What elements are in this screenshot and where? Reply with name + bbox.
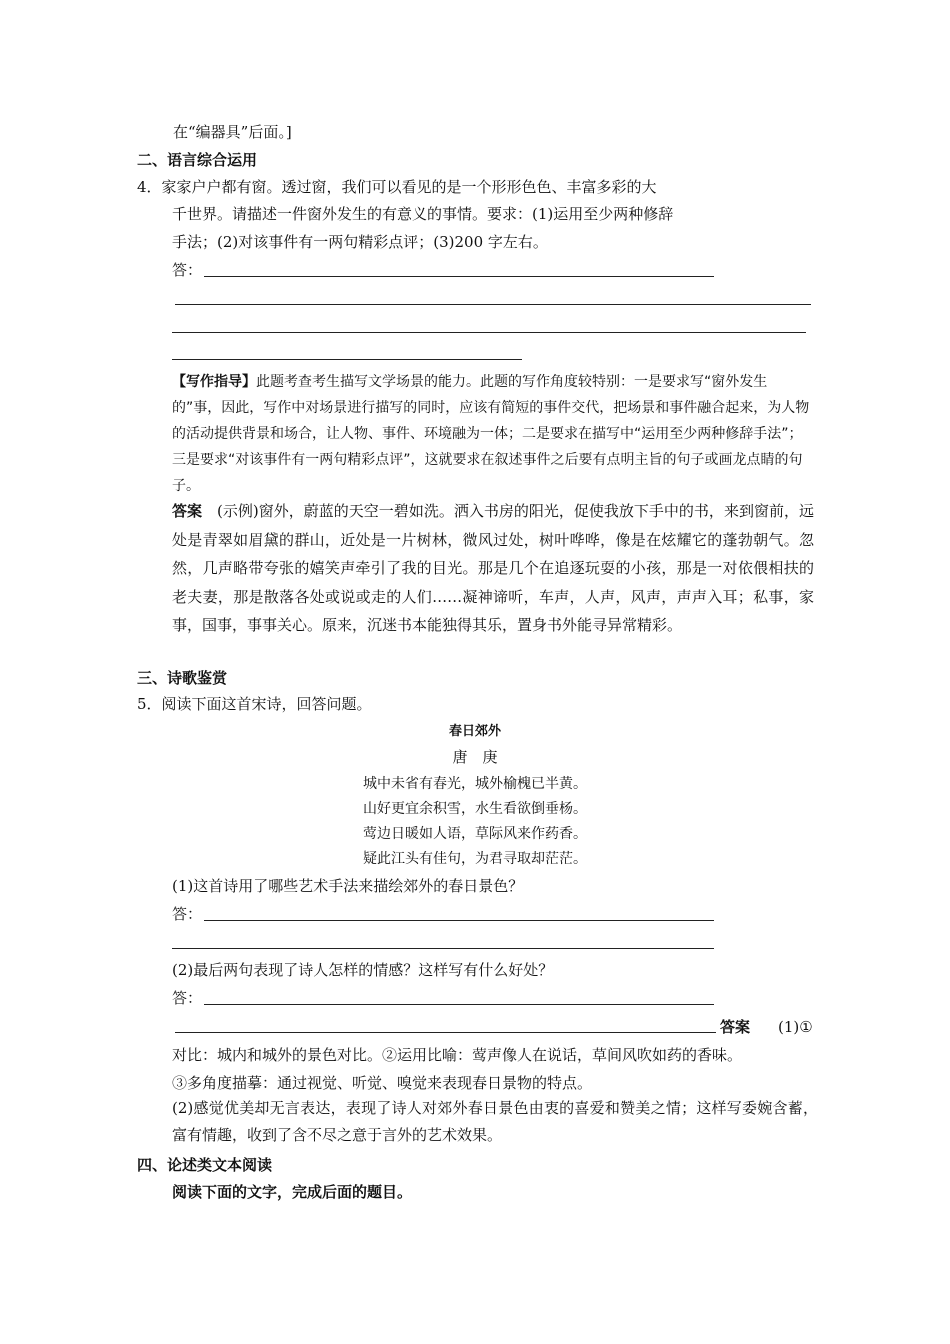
answer-line — [204, 1004, 714, 1005]
question-4-line-1: 4．家家户户都有窗。透过窗，我们可以看见的是一个形形色色、丰富多彩的大 — [137, 178, 657, 196]
poem-line: 莺边日暖如人语，草际风来作药香。 — [363, 826, 587, 842]
answer-4-text: (示例)窗外，蔚蓝的天空一碧如洗。洒入书房的阳光，促使我放下手中的书，来到窗前，远处是青翠如眉黛的群山，近处是一片树林，微风过处，树叶哗哗，像是在炫耀它的蓬勃朝气。忽然，几声略带夸张的嬉笑声牵引了我的目光。那是几个在追逐玩耍的小孩，那是一对依偎相扶的老夫妻，那是散落各处或说或走的人们……凝神谛听，车声，人声，风声，声声入耳；私事，家事，国事，事事关心。原来，沉迷书本能独得其乐，置身书外能寻异常精彩。 — [172, 502, 814, 634]
section-heading: 三、诗歌鉴赏 — [137, 669, 228, 687]
answer-label: 答： — [172, 905, 203, 923]
text-line: 在“编器具”后面。] — [173, 123, 292, 141]
poem-line: 疑此江头有佳句，为君寻取却茫茫。 — [363, 851, 587, 867]
answer-line — [172, 948, 714, 949]
answer-line — [175, 1032, 716, 1033]
sub-question-2: (2)最后两句表现了诗人怎样的情感？这样写有什么好处？ — [172, 961, 554, 979]
section-heading: 二、语言综合运用 — [137, 151, 258, 169]
writing-guide-label: 【写作指导】 — [172, 374, 256, 390]
answer-line — [204, 920, 714, 921]
answer-label: 答： — [172, 989, 203, 1007]
answer-line — [172, 359, 522, 360]
writing-guide-text: 此题考查考生描写文学场景的能力。此题的写作角度较特别：一是要求写“窗外发生的”事，因此，写作中对场景进行描写的同时，应该有简短的事件交代，把场景和事件融合起来，为人物的活动提供背景和场合，让人物、事件、环境融为一体；二是要求在描写中“运用至少两种修辞手法”；三是要求“对该事件有一两句精彩点评”，这就要求在叙述事件之后要有点明主旨的句子或画龙点睛的句子。 — [172, 374, 810, 494]
question-5: 5．阅读下面这首宋诗，回答问题。 — [137, 695, 372, 713]
answer-5-line: 对比：城内和城外的景色对比。②运用比喻：莺声像人在说话，草间风吹如药的香味。 — [172, 1046, 743, 1064]
answer-word: 答案 — [720, 1018, 751, 1036]
section-instruction: 阅读下面的文字，完成后面的题目。 — [172, 1183, 413, 1201]
question-4-line-3: 手法；(2)对该事件有一两句精彩点评；(3)200 字左右。 — [172, 233, 548, 251]
poem-author: 唐 庚 — [452, 748, 498, 766]
answer-4 — [172, 497, 814, 640]
answer-word: 答案 — [172, 502, 203, 520]
poem-line: 山好更宜余积雪，水生看欲倒垂杨。 — [363, 801, 587, 817]
sub-question-1: (1)这首诗用了哪些艺术手法来描绘郊外的春日景色？ — [172, 877, 524, 895]
poem-line: 城中未省有春光，城外榆槐已半黄。 — [363, 776, 587, 792]
question-4-line-2: 千世界。请描述一件窗外发生的有意义的事情。要求：(1)运用至少两种修辞 — [172, 205, 674, 223]
poem-title: 春日郊外 — [448, 724, 501, 739]
section-heading: 四、论述类文本阅读 — [137, 1156, 273, 1174]
answer-5-number: (1)① — [778, 1018, 813, 1036]
answer-line — [172, 332, 806, 333]
answer-5-line: ③多角度描摹：通过视觉、听觉、嗅觉来表现春日景物的特点。 — [172, 1074, 593, 1092]
writing-guide — [172, 369, 814, 499]
answer-line — [204, 276, 714, 277]
answer-label: 答： — [172, 261, 203, 279]
answer-5-part-2: (2)感觉优美却无言表达，表现了诗人对郊外春日景色由衷的喜爱和赞美之情；这样写委婉含蓄，富有情趣，收到了含不尽之意于言外的艺术效果。 — [172, 1099, 818, 1144]
answer-line — [175, 304, 811, 305]
